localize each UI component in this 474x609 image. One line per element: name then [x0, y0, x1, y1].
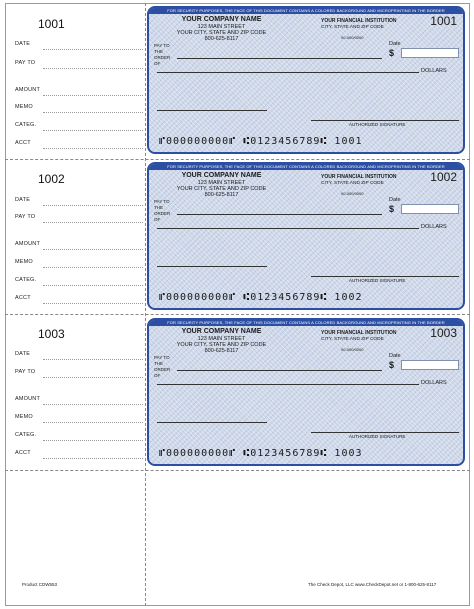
stub-date-line: [43, 49, 143, 50]
amount-box: [401, 360, 459, 370]
security-banner: FOR SECURITY PURPOSES, THE FACE OF THIS DOCUMENT CONTAINS A COLORED BACKGROUND AND MICROPRINTING IN THE BORDER: [149, 164, 463, 170]
signature-label: AUTHORIZED SIGNATURE: [349, 278, 406, 283]
stub-check-number: 1001: [38, 17, 65, 31]
stub-acct-line: [43, 148, 143, 149]
company-street: 123 MAIN STREET: [197, 180, 246, 186]
company-name: YOUR COMPANY NAME: [181, 328, 262, 335]
stub-acct-label: ACCT: [15, 295, 31, 301]
company-phone: 800-625-8117: [204, 192, 239, 198]
check-number: 1003: [430, 326, 457, 340]
signature-line: [311, 432, 459, 433]
dollars-label: DOLLARS: [421, 68, 447, 74]
check-stub: [5, 3, 145, 159]
signature-label: AUTHORIZED SIGNATURE: [349, 434, 406, 439]
bank-city: CITY, STATE AND ZIP CODE: [321, 181, 384, 186]
stub-payto-line: [43, 377, 143, 378]
stub-amount-line: [43, 95, 143, 96]
stub-categ-line: [43, 130, 143, 131]
stub-categ-line: [43, 440, 143, 441]
vertical-perforation: [145, 3, 146, 606]
stub-categ-label: CATEG.: [15, 277, 37, 283]
check-number: 1001: [430, 14, 457, 28]
vendor-info: The Check Depot, LLC www.CheckDepot.net or 1-800-625-8117: [308, 582, 437, 587]
stub-payto-label: PAY TO: [15, 369, 36, 375]
stub-check-number: 1003: [38, 327, 65, 341]
security-banner: FOR SECURITY PURPOSES, THE FACE OF THIS DOCUMENT CONTAINS A COLORED BACKGROUND AND MICROPRINTING IN THE BORDER: [149, 320, 463, 326]
stub-acct-line: [43, 303, 143, 304]
stub-amount-label: AMOUNT: [15, 87, 41, 93]
stub-payto-label: PAY TO: [15, 214, 36, 220]
amount-written-line: [157, 72, 419, 73]
memo-line: [157, 110, 267, 111]
company-city: YOUR CITY, STATE AND ZIP CODE: [176, 342, 267, 348]
company-street: 123 MAIN STREET: [197, 24, 246, 30]
amount-box: [401, 48, 459, 58]
stub-payto-line: [43, 222, 143, 223]
stub-date-line: [43, 205, 143, 206]
stub-date-label: DATE: [15, 41, 31, 47]
stub-amount-label: AMOUNT: [15, 241, 41, 247]
stub-date-line: [43, 359, 143, 360]
micr-line: ⑈000000000⑈ ⑆0123456789⑆ 1003: [159, 448, 363, 459]
stub-memo-label: MEMO: [15, 259, 33, 265]
memo-line: [157, 266, 267, 267]
check: [147, 162, 465, 310]
company-phone: 800-625-8117: [204, 348, 239, 354]
stub-date-label: DATE: [15, 197, 31, 203]
bank-city: CITY, STATE AND ZIP CODE: [321, 25, 384, 30]
stub-memo-line: [43, 112, 143, 113]
date-label: Date: [389, 197, 401, 203]
date-label: Date: [389, 353, 401, 359]
company-name: YOUR COMPANY NAME: [181, 16, 262, 23]
memo-line: [157, 422, 267, 423]
stub-amount-line: [43, 249, 143, 250]
company-city: YOUR CITY, STATE AND ZIP CODE: [176, 186, 267, 192]
bank-name: YOUR FINANCIAL INSTITUTION: [321, 18, 397, 24]
routing-fraction: 00-000/0000: [341, 347, 364, 352]
check: [147, 318, 465, 466]
dollar-sign: $: [389, 360, 395, 370]
bank-name: YOUR FINANCIAL INSTITUTION: [321, 330, 397, 336]
signature-label: AUTHORIZED SIGNATURE: [349, 122, 406, 127]
stub-categ-label: CATEG.: [15, 122, 37, 128]
stub-check-number: 1002: [38, 172, 65, 186]
dollar-sign: $: [389, 48, 395, 58]
company-street: 123 MAIN STREET: [197, 336, 246, 342]
payto-label: PAY TO THE ORDER OF: [154, 43, 171, 66]
check-number: 1002: [430, 170, 457, 184]
dollars-label: DOLLARS: [421, 224, 447, 230]
routing-fraction: 00-000/0000: [341, 35, 364, 40]
stub-memo-label: MEMO: [15, 414, 33, 420]
horizontal-perforation: [5, 470, 470, 471]
stub-amount-line: [43, 404, 143, 405]
dollars-label: DOLLARS: [421, 380, 447, 386]
amount-box: [401, 204, 459, 214]
product-code: Product CDW553: [22, 582, 58, 587]
check: [147, 6, 465, 154]
stub-payto-label: PAY TO: [15, 60, 36, 66]
micr-line: ⑈000000000⑈ ⑆0123456789⑆ 1001: [159, 136, 363, 147]
amount-written-line: [157, 384, 419, 385]
signature-line: [311, 120, 459, 121]
stub-categ-label: CATEG.: [15, 432, 37, 438]
stub-memo-line: [43, 422, 143, 423]
signature-line: [311, 276, 459, 277]
company-city: YOUR CITY, STATE AND ZIP CODE: [176, 30, 267, 36]
routing-fraction: 00-000/0000: [341, 191, 364, 196]
amount-written-line: [157, 228, 419, 229]
stub-acct-line: [43, 458, 143, 459]
stub-memo-label: MEMO: [15, 104, 33, 110]
stub-date-label: DATE: [15, 351, 31, 357]
company-name: YOUR COMPANY NAME: [181, 172, 262, 179]
bank-name: YOUR FINANCIAL INSTITUTION: [321, 174, 397, 180]
stub-acct-label: ACCT: [15, 450, 31, 456]
payto-line: [177, 214, 382, 215]
stub-payto-line: [43, 68, 143, 69]
security-banner: FOR SECURITY PURPOSES, THE FACE OF THIS DOCUMENT CONTAINS A COLORED BACKGROUND AND MICROPRINTING IN THE BORDER: [149, 8, 463, 14]
stub-amount-label: AMOUNT: [15, 396, 41, 402]
stub-acct-label: ACCT: [15, 140, 31, 146]
payto-label: PAY TO THE ORDER OF: [154, 355, 171, 378]
stub-memo-line: [43, 267, 143, 268]
check-stub: [5, 159, 145, 315]
date-label: Date: [389, 41, 401, 47]
payto-line: [177, 58, 382, 59]
stub-categ-line: [43, 285, 143, 286]
dollar-sign: $: [389, 204, 395, 214]
check-stub: [5, 314, 145, 470]
bank-city: CITY, STATE AND ZIP CODE: [321, 337, 384, 342]
payto-label: PAY TO THE ORDER OF: [154, 199, 171, 222]
micr-line: ⑈000000000⑈ ⑆0123456789⑆ 1002: [159, 292, 363, 303]
company-phone: 800-625-8117: [204, 36, 239, 42]
payto-line: [177, 370, 382, 371]
